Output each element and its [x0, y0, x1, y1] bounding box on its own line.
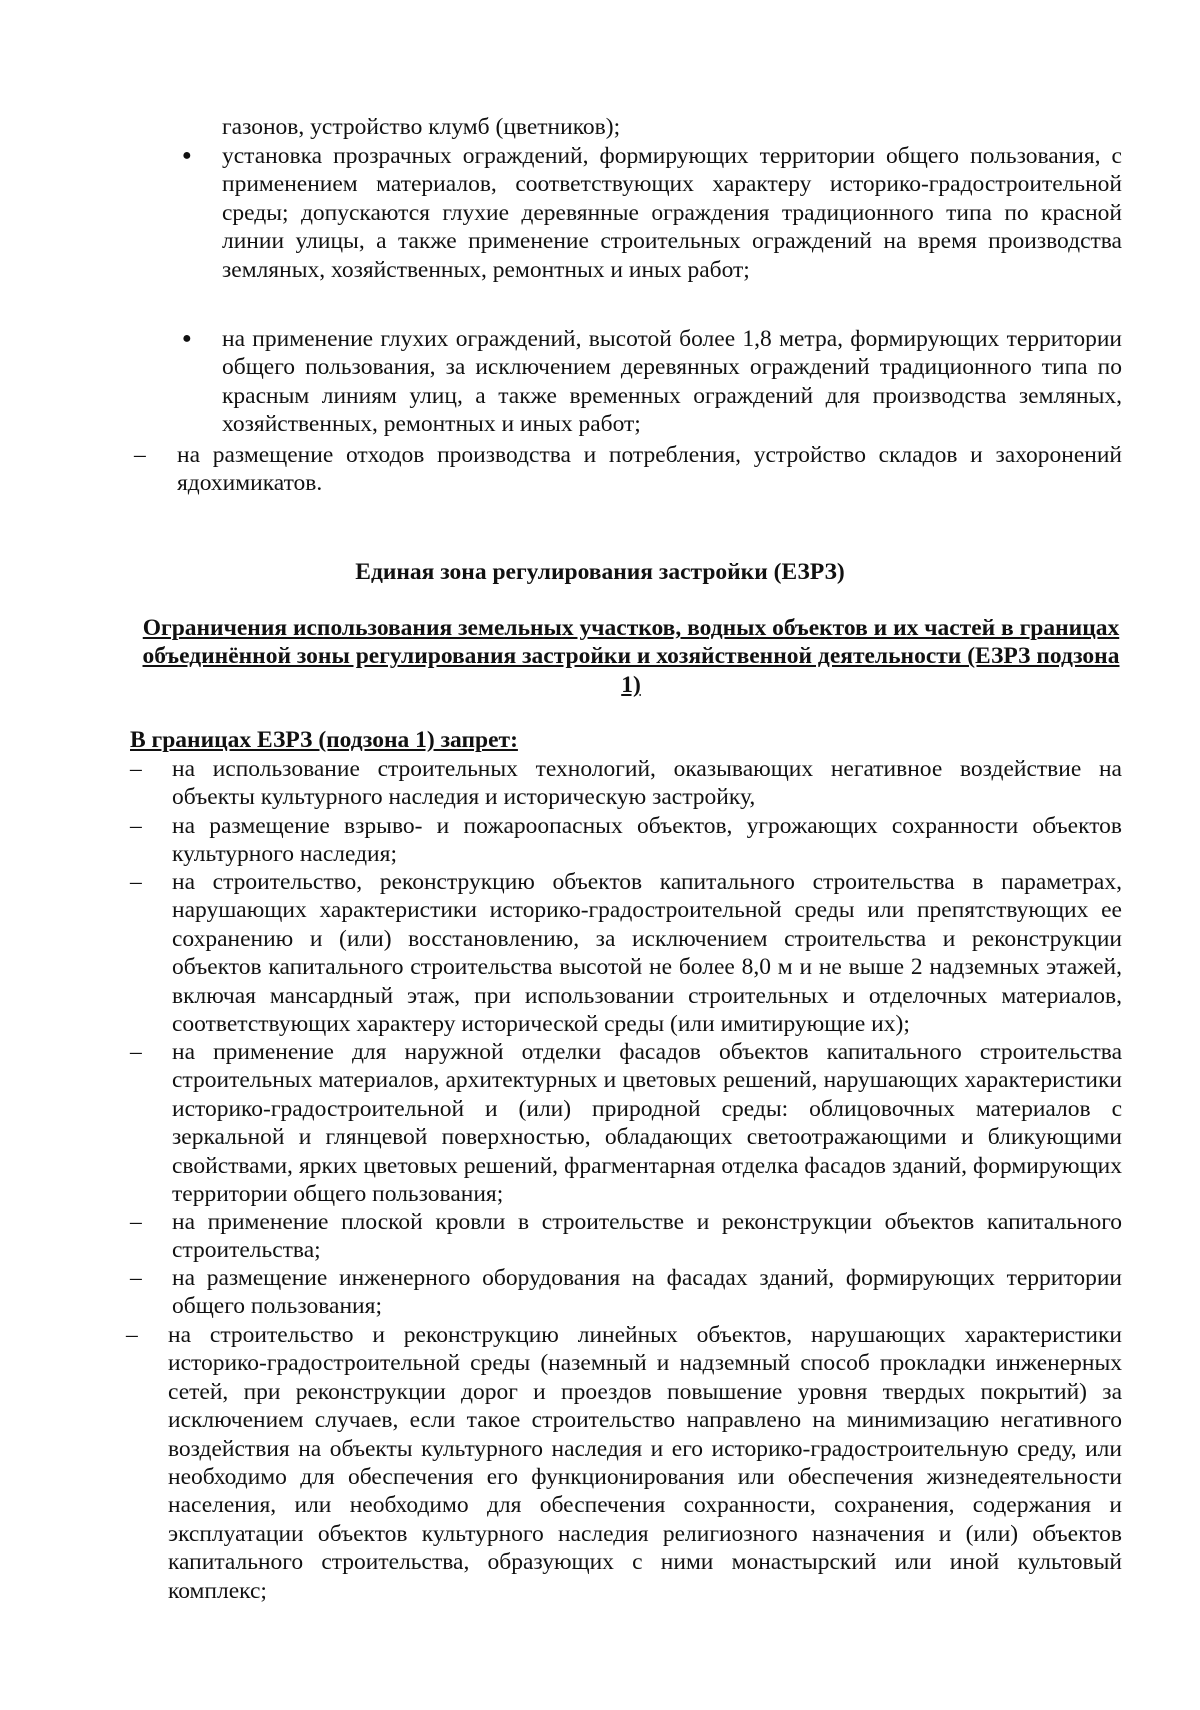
restrictions-title: Ограничения использования земельных участков, водных объектов и их частей в границах объединённой зоны регулирования застройки и хозяйственной деятельности (ЕЗРЗ подзона 1) — [142, 615, 1120, 698]
ban-item: на размещение инженерного оборудования на фасадах зданий, формирующих территории общего пользования; — [172, 1265, 1122, 1320]
bullet-item: на применение глухих ограждений, высотой более 1,8 метра, формирующих территории общего пользования, за исключением деревянных ограждений традиционного типа по красным линиям улиц, а также временных ограждений для производства земляных, хозяйственных, ремонтных и иных работ; — [222, 326, 1122, 438]
dash-icon: – — [130, 1209, 142, 1235]
bullet-icon: ● — [182, 330, 192, 347]
bullet-item: установка прозрачных ограждений, формирующих территории общего пользования, с применением материалов, соответствующих характеру историко-градостроительной среды; допускаются глухие деревянные ограждения традиционного типа по красной линии улицы, а также применение строительных ограждений на время производства земляных, хозяйственных, ремонтных и иных работ; — [222, 143, 1122, 283]
ban-item: на строительство, реконструкцию объектов капитального строительства в параметрах, нарушающих характеристики историко-градостроительной среды или препятствующих ее сохранению и (или) восстановлению, за исключением строительства и реконструкции объектов капитального строительства высотой не более 8,0 м и не выше 2 надземных этажей, включая мансардный этаж, при использовании строительных и отделочных материалов, соответствующих характеру исторической среды (или имитирующие их); — [172, 869, 1122, 1038]
dash-icon: – — [130, 756, 142, 782]
dash-icon: – — [134, 442, 146, 468]
ban-item: на применение плоской кровли в строительстве и реконструкции объектов капитального строительства; — [172, 1209, 1122, 1264]
dash-icon: – — [130, 813, 142, 839]
ban-item: на строительство и реконструкцию линейных объектов, нарушающих характеристики историко-градостроительной среды (наземный и надземный способ прокладки инженерных сетей, при реконструкции дорог и проездов повышение уровня твердых покрытий) за исключением случаев, если такое строительство направлено на минимизацию негативного воздействия на объекты культурного наследия и его историко-градостроительную среду, или необходимо для обеспечения его функционирования или обеспечения жизнедеятельности населения, или необходимо для обеспечения сохранности, сохранения, содержания и эксплуатации объектов культурного наследия религиозного назначения и (или) объектов капитального строительства, образующих с ними монастырский или иной культовый комплекс; — [168, 1322, 1122, 1604]
ban-item: на размещение взрыво- и пожароопасных объектов, угрожающих сохранности объектов культурного наследия; — [172, 813, 1122, 868]
dash-icon: – — [126, 1322, 138, 1348]
bullet-icon: ● — [182, 147, 192, 164]
ban-heading: В границах ЕЗРЗ (подзона 1) запрет: — [130, 727, 518, 753]
dash-icon: – — [130, 869, 142, 895]
ban-item: на использование строительных технологий, оказывающих негативное воздействие на объекты культурного наследия и историческую застройку, — [172, 756, 1122, 811]
ban-item: на применение для наружной отделки фасадов объектов капитального строительства строительных материалов, архитектурных и цветовых решений, нарушающих характеристики историко-градостроительной и (или) природной среды: облицовочных материалов с зеркальной и глянцевой поверхностью, обладающих светоотражающими и бликующими свойствами, ярких цветовых решений, фрагментарная отделка фасадов зданий, формирующих территории общего пользования; — [172, 1039, 1122, 1208]
dash-icon: – — [130, 1039, 142, 1065]
dash-item: на размещение отходов производства и потребления, устройство складов и захоронений ядохимикатов. — [177, 442, 1122, 497]
continuation-text: газонов, устройство клумб (цветников); — [222, 114, 621, 140]
zone-title: Единая зона регулирования застройки (ЕЗРЗ) — [355, 559, 845, 585]
dash-icon: – — [130, 1265, 142, 1291]
